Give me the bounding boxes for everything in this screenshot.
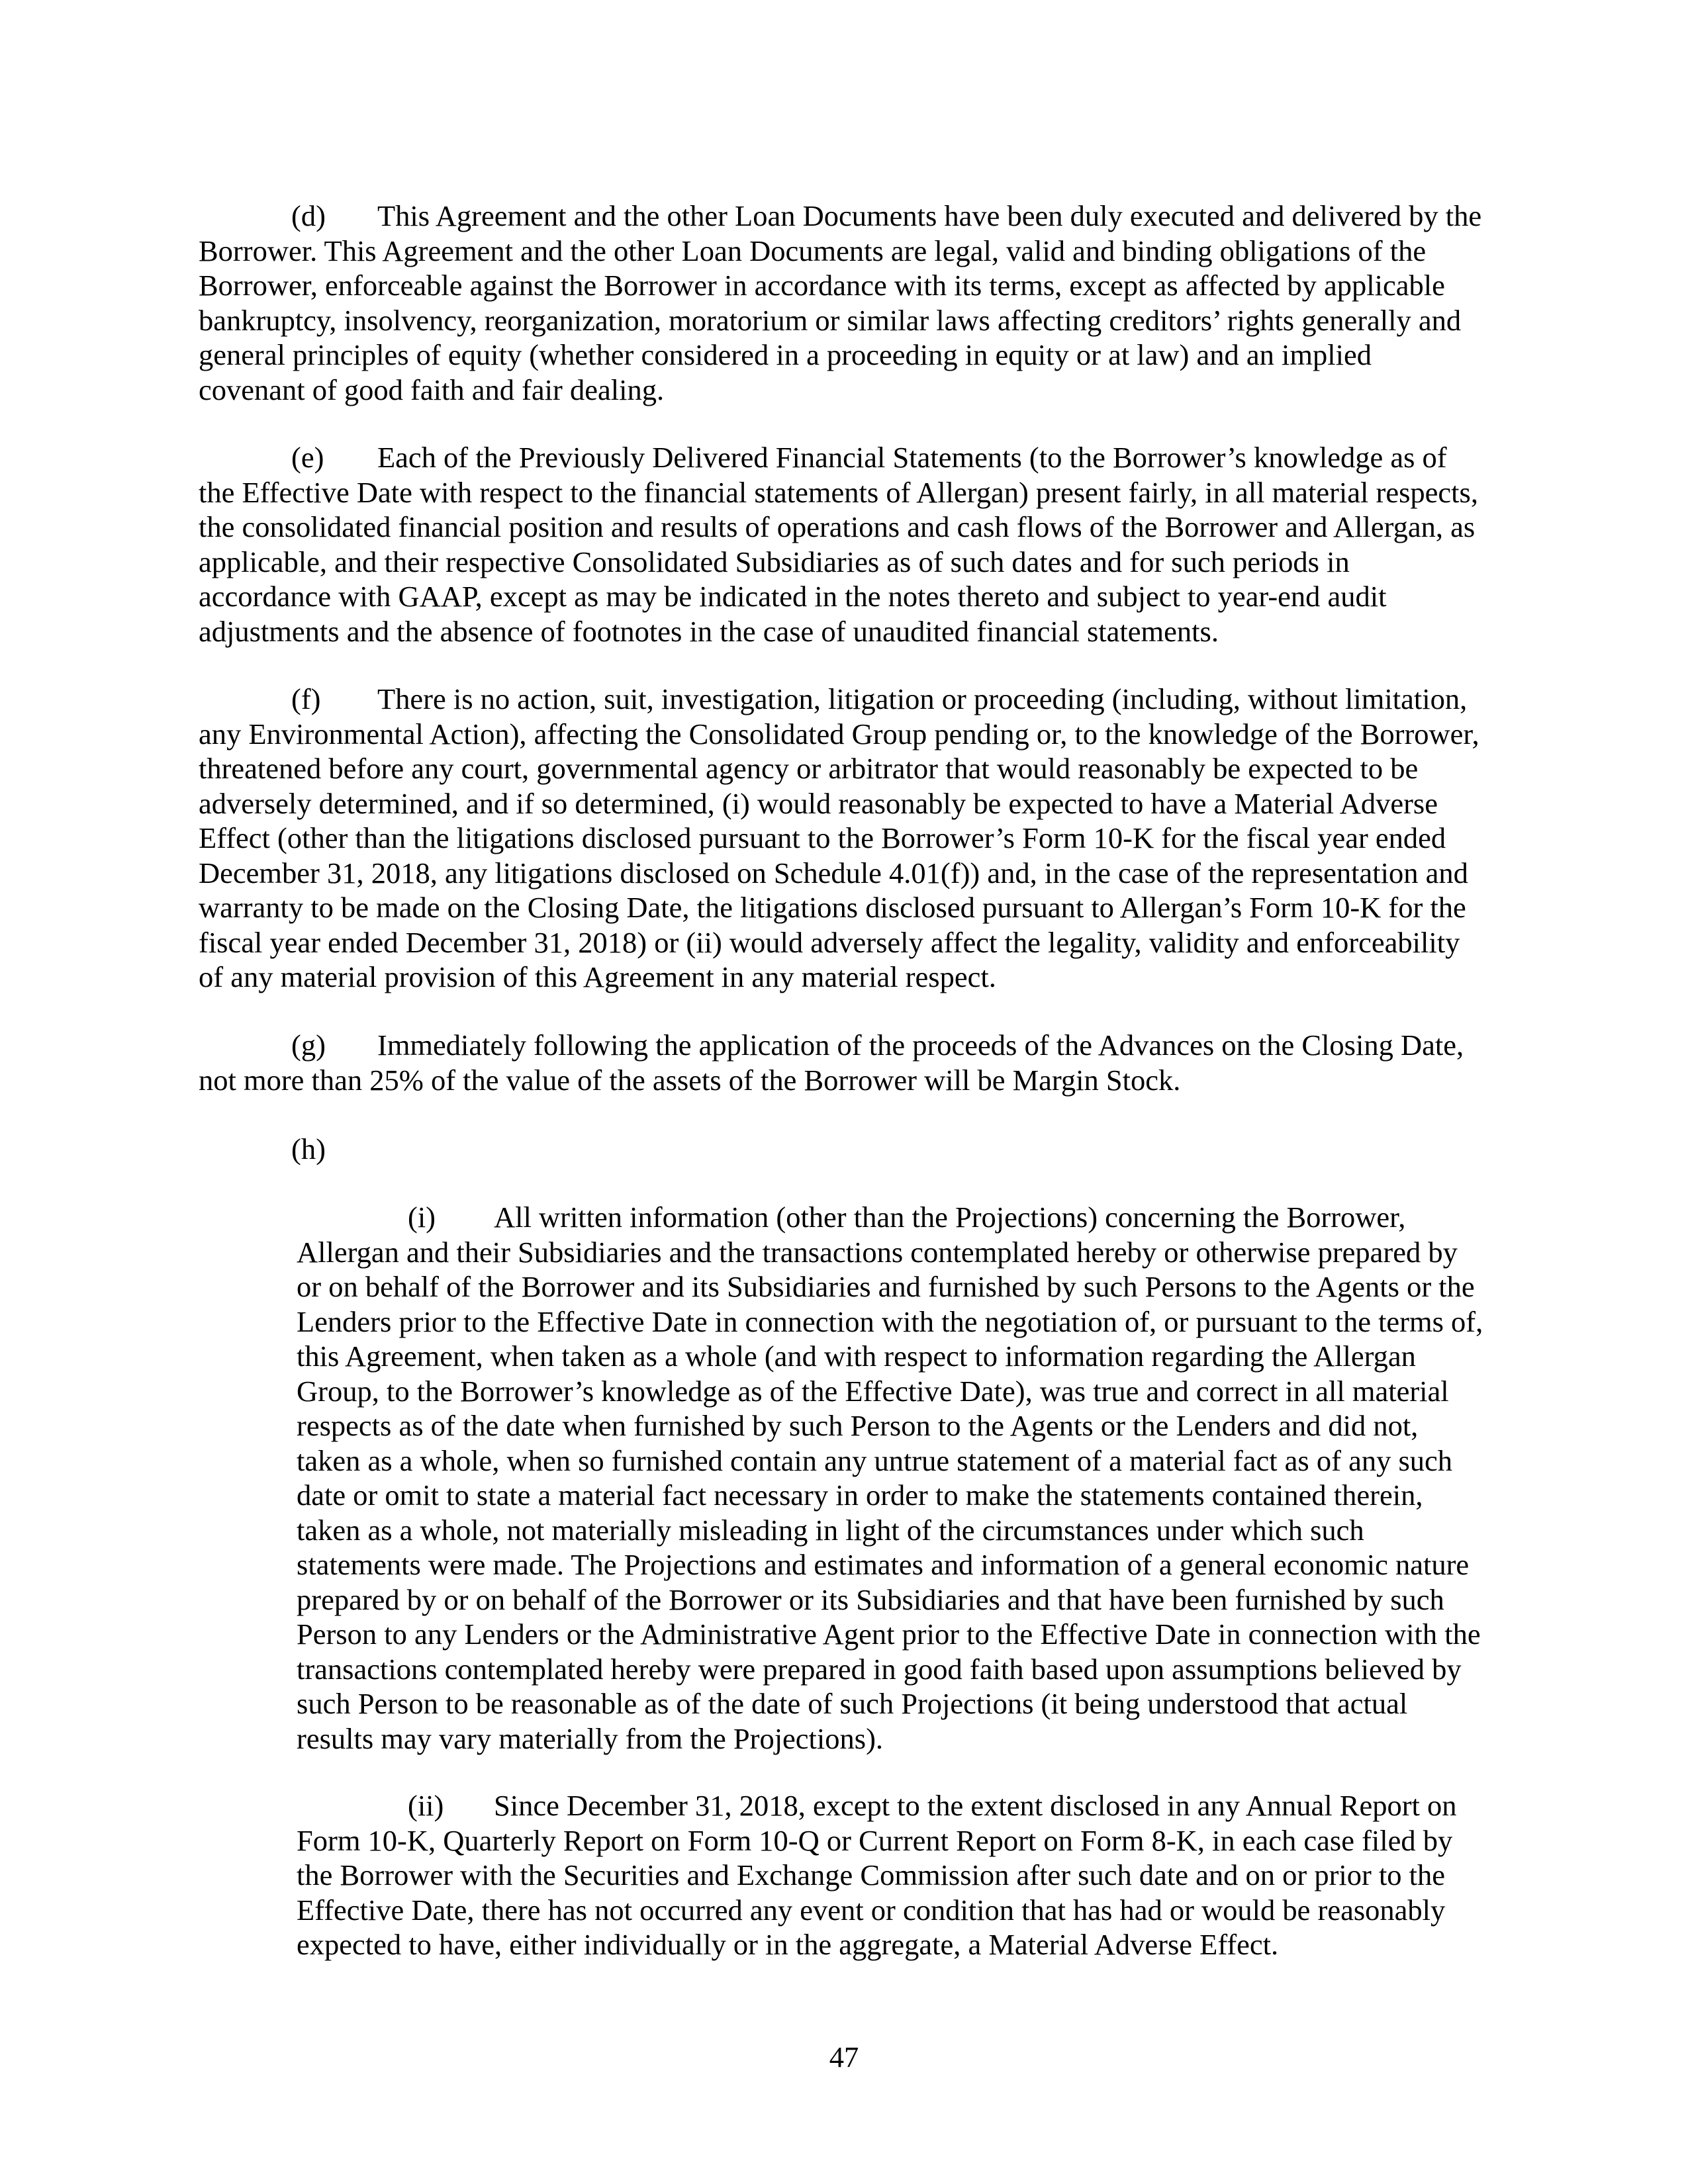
- paragraph-label: (f): [291, 682, 321, 715]
- paragraph-e: [199, 440, 1483, 649]
- subparagraph-text: All written information (other than the Projections) concerning the Borrower, Allergan and their Subsidiaries and the transactions contemplated hereby or otherwise prepared by or on behalf of the Borrower and its Subsidiaries and furnished by such Persons to the Agents or the Lenders prior to the Effective Date in connection with the negotiation of, or pursuant to the terms of, this Agreement, when taken as a whole (and with respect to information regarding the Allergan Group, to the Borrower’s knowledge as of the Effective Date), was true and correct in all material respects as of the date when furnished by such Person to the Agents or the Lenders and did not, taken as a whole, when so furnished contain any untrue statement of a material fact as of any such date or omit to state a material fact necessary in order to make the statements contained therein, taken as a whole, not materially misleading in light of the circumstances under which such statements were made. The Projections and estimates and information of a general economic nature prepared by or on behalf of the Borrower or its Subsidiaries and that have been furnished by such Person to any Lenders or the Administrative Agent prior to the Effective Date in connection with the transactions contemplated hereby were prepared in good faith based upon assumptions believed by such Person to be reasonable as of the date of such Projections (it being understood that actual results may vary materially from the Projections).: [297, 1201, 1483, 1755]
- paragraph-text: Each of the Previously Delivered Financial Statements (to the Borrower’s knowledge as of the Effective Date with respect to the financial statements of Allergan) present fairly, in all material respects, the consolidated financial position and results of operations and cash flows of the Borrower and Allergan, as applicable, and their respective Consolidated Subsidiaries as of such dates and for such periods in accordance with GAAP, except as may be indicated in the notes thereto and subject to year-end audit adjustments and the absence of footnotes in the case of unaudited financial statements.: [199, 441, 1478, 648]
- paragraph-label: (h): [291, 1132, 326, 1165]
- subparagraph-label: (ii): [408, 1789, 444, 1822]
- paragraph-label: (g): [291, 1028, 326, 1062]
- paragraph-h: [199, 1132, 1483, 1167]
- page-number: 47: [829, 2040, 859, 2073]
- paragraph-f: [199, 682, 1483, 995]
- paragraph-text: Immediately following the application of the proceeds of the Advances on the Closing Date, not more than 25% of the value of the assets of the Borrower will be Margin Stock.: [199, 1028, 1464, 1097]
- subparagraph-text: Since December 31, 2018, except to the extent disclosed in any Annual Report on Form 10-K, Quarterly Report on Form 10-Q or Current Report on Form 8-K, in each case filed by the Borrower with the Securities and Exchange Commission after such date and on or prior to the Effective Date, there has not occurred any event or condition that has had or would be reasonably expected to have, either individually or in the aggregate, a Material Adverse Effect.: [297, 1789, 1457, 1961]
- subparagraph-h-ii: [297, 1788, 1488, 1962]
- paragraph-label: (e): [291, 441, 324, 474]
- subparagraph-label: (i): [408, 1201, 436, 1234]
- paragraph-g: [199, 1028, 1483, 1097]
- paragraph-text: This Agreement and the other Loan Documents have been duly executed and delivered by the Borrower. This Agreement and the other Loan Documents are legal, valid and binding obligations of the Borrower, enforceable against the Borrower in accordance with its terms, except as affected by applicable bankruptcy, insolvency, reorganization, moratorium or similar laws affecting creditors’ rights generally and general principles of equity (whether considered in a proceeding in equity or at law) and an implied covenant of good faith and fair dealing.: [199, 199, 1482, 406]
- paragraph-text: There is no action, suit, investigation, litigation or proceeding (including, without limitation, any Environmental Action), affecting the Consolidated Group pending or, to the knowledge of the Borrower, threatened before any court, governmental agency or arbitrator that would reasonably be expected to be adversely determined, and if so determined, (i) would reasonably be expected to have a Material Adverse Effect (other than the litigations disclosed pursuant to the Borrower’s Form 10-K for the fiscal year ended December 31, 2018, any litigations disclosed on Schedule 4.01(f)) and, in the case of the representation and warranty to be made on the Closing Date, the litigations disclosed pursuant to Allergan’s Form 10-K for the fiscal year ended December 31, 2018) or (ii) would adversely affect the legality, validity and enforceability of any material provision of this Agreement in any material respect.: [199, 682, 1479, 993]
- paragraph-label: (d): [291, 199, 326, 232]
- paragraph-d: [199, 199, 1483, 407]
- subparagraph-h-i: [297, 1200, 1488, 1756]
